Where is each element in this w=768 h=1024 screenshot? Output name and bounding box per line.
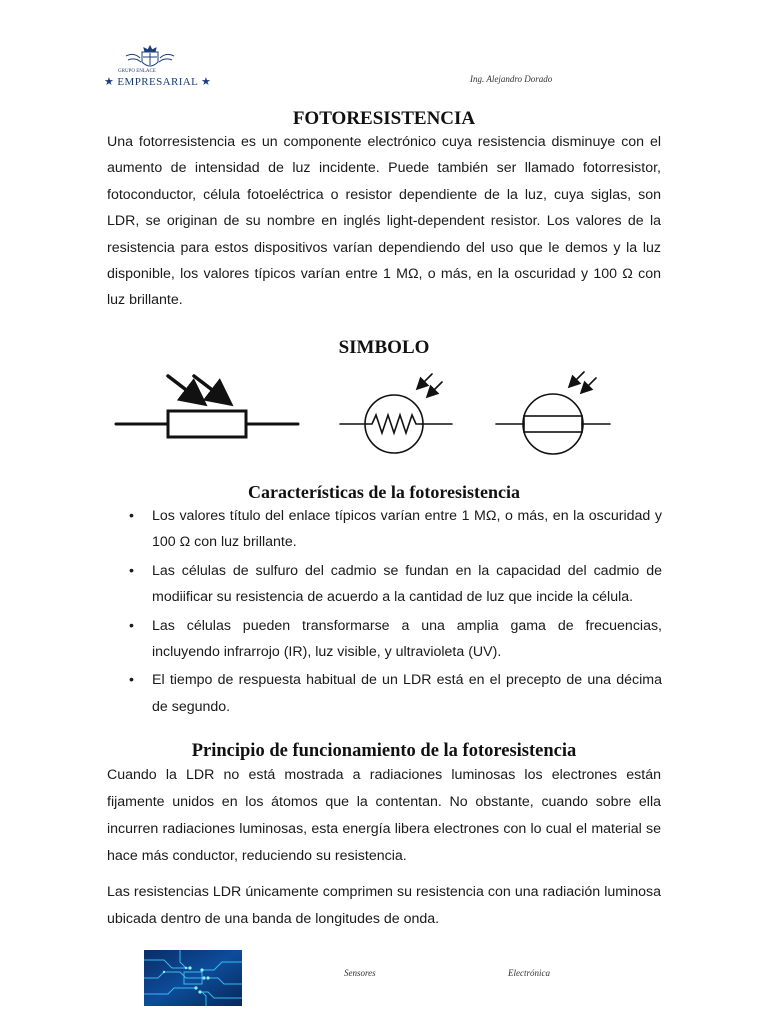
bullet-icon: • [129,672,134,689]
principle-heading: Principio de funcionamiento de la fotoresistencia [191,741,577,761]
list-item-text: Las células pueden transformarse a una amplia gama de frecuencias, incluyendo infrarrojo (IR), luz visible, y ultravioleta (UV). [152,617,662,661]
logo-small-text: GRUPO ENLACE [118,69,156,74]
company-logo [104,44,212,90]
resistor-symbol-icon [110,368,630,464]
intro-paragraph: Una fotorresistencia es un componente electrónico cuya resistencia disminuye con el aumento de intensidad de luz incidente. Puede también ser llamado fotorresistor, fotoconductor, célula fotoeléctrica o resistor dependiente de la luz, cuya siglas, son LDR, se originan de su nombre en inglés light-dependent resistor. Los valores de la resistencia para estos dispositivos varían dependiendo del uso que le demos y la luz disponible, los valores típicos varían entre 1 MΩ, o más, en la oscuridad y 100 Ω con luz brillante. [107,134,661,309]
principle-paragraph-1: Cuando la LDR no está mostrada a radiaciones luminosas los electrones están fijamente unidos en los átomos que la contentan. No obstante, cuando sobre ella incurren radiaciones luminosas, esta energía libera electrones con lo cual el material se hace más conductor, reduciendo su resistencia. [107,767,661,864]
bullet-icon: • [129,562,134,579]
characteristics-list [129,503,662,722]
list-item [129,503,662,556]
symbol-heading: SIMBOLO [338,337,430,358]
ldr-symbol-zigzag [340,374,452,453]
footer-left: Sensores [344,968,376,978]
bullet-icon: • [129,617,134,634]
logo-brand: EMPRESARIAL [117,76,198,88]
list-item [129,667,662,720]
page-title: FOTORESISTENCIA [292,108,476,129]
list-item [129,613,662,666]
header-author: Ing. Alejandro Dorado [470,74,553,84]
list-item-text: El tiempo de respuesta habitual de un LDR está en el precepto de una décima de segundo. [152,672,662,715]
list-item-text: Los valores título del enlace típicos varían entre 1 MΩ, o más, en la oscuridad y 100 Ω con luz brillante. [152,508,662,551]
list-item [129,558,662,611]
characteristics-heading: Características de la fotoresistencia [247,482,521,502]
footer-right: Electrónica [508,968,550,978]
circuit-board-image [144,950,242,1006]
ldr-symbol-rectangle [116,376,298,437]
ldr-symbol-box [496,372,610,454]
principle-paragraph-2: Las resistencias LDR únicamente comprimen su resistencia con una radiación luminosa ubicada dentro de una banda de longitudes de onda. [107,884,661,927]
list-item-text: Las células de sulfuro del cadmio se fundan en la capacidad del cadmio de modiificar su resistencia de acuerdo a la cantidad de luz que incide la célula. [152,562,662,606]
bullet-icon: • [129,508,134,524]
logo-main-text: ★ EMPRESARIAL ★ [104,76,212,88]
